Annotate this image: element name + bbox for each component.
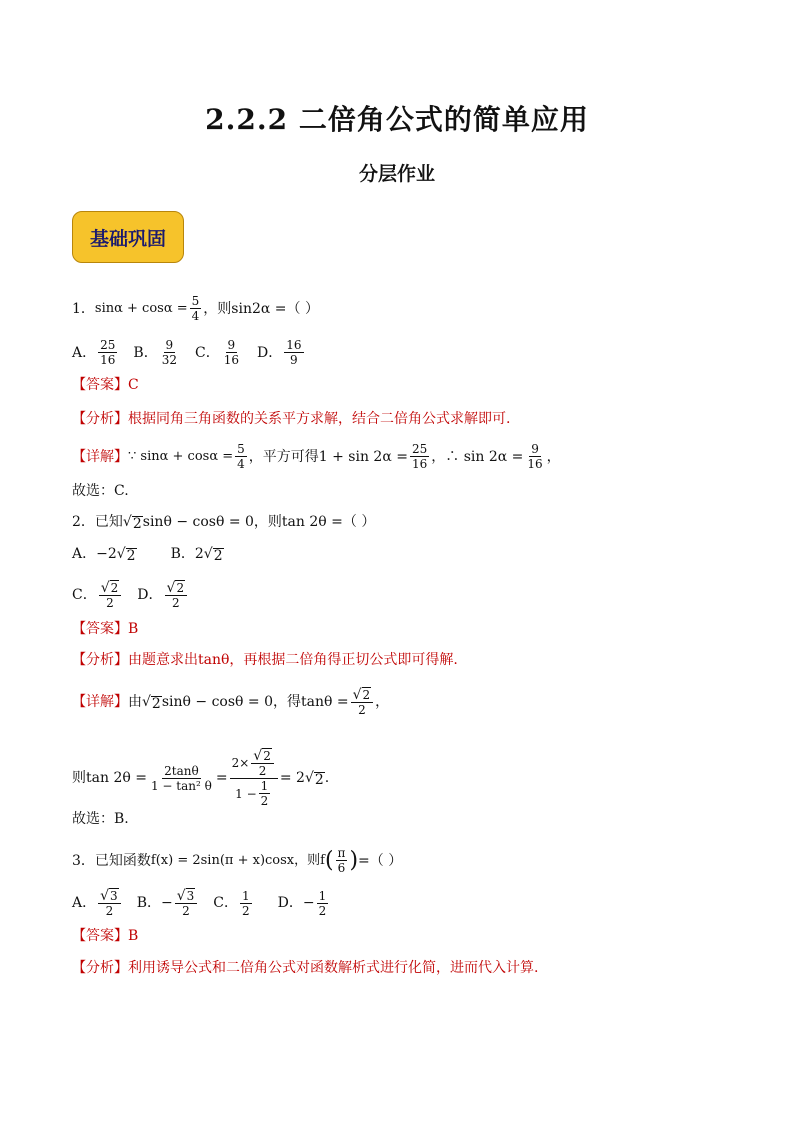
q1-option-a: A． $\frac{25}{16}$: [72, 338, 116, 367]
q2-option-a: A．−2 √ 2: [72, 546, 136, 564]
q3-options: [72, 888, 344, 918]
q2-analysis: 【分析】 由题意求出tanθ，再根据二倍角得正切公式即可得解.: [72, 652, 458, 668]
q1-analysis: 【分析】 根据同角三角函数的关系平方求解，结合二倍角公式求解即可.: [72, 411, 511, 427]
q2-options-ab: [72, 545, 238, 563]
q1-options: [72, 338, 320, 367]
q3-option-d: D．− $\frac{1}{2}$: [277, 888, 327, 918]
q2-option-c: C． √ 2 2: [72, 580, 123, 610]
q2-options-cd: [72, 580, 203, 610]
q2-option-d: D． √ 2 2: [137, 580, 189, 610]
q2-answer: 【答案】 B: [72, 621, 139, 637]
q2-calculation: 则tan 2θ = $\frac{2\tan\theta}{\text{1 − tan² θ}}$ = 2× √ 2 2 1 − $\frac{1}{2}$ = 2 √ 2 .: [72, 748, 330, 808]
q3-analysis: 【分析】 利用诱导公式和二倍角公式对函数解析式进行化简，进而代入计算.: [72, 960, 539, 976]
q1-stem: 1． sinα + cosα = $\frac{5}{4}$ ，则sin2α =（ ）: [72, 294, 319, 323]
q2-conclusion: 故选：B.: [72, 811, 129, 827]
q1-option-b: B． $\frac{9}{32}$: [133, 338, 177, 367]
q3-answer: 【答案】 B: [72, 928, 139, 944]
q3-option-b: B．− √ 3 2: [137, 888, 200, 918]
q3-option-a: A． √ 3 2: [72, 888, 123, 918]
q2-stem: 2．已知 √ 2 sinθ − cosθ = 0，则tan 2θ =（ ）: [72, 514, 376, 532]
section-badge: 基础巩固: [72, 211, 184, 263]
page-title: 2.2.2 二倍角公式的简单应用: [205, 103, 589, 136]
q3-stem: 3．已知函数 f(x) = 2sin(π + x)cosx，则 f ( $\frac{\pi}{6}$ ) =（ ）: [72, 846, 403, 875]
q2-option-b: B．2 √ 2: [170, 546, 223, 564]
q2-complex-fraction: 2× √ 2 2 1 − $\frac{1}{2}$: [230, 748, 278, 808]
q1-option-c: C． $\frac{9}{16}$: [194, 338, 239, 367]
page-subtitle: 分层作业: [358, 163, 435, 185]
q1-answer: 【答案】 C: [72, 377, 139, 393]
q1-conclusion: 故选：C.: [72, 483, 129, 499]
q1-option-d: D． $\frac{16}{9}$: [256, 338, 302, 367]
q1-detail: 【详解】 ∵ sinα + cosα = $\frac{5}{4}$ ，平方可得1 + sin 2α = $\frac{25}{16}$ ，∴ sin 2α = $\frac{9}{16}$ ，: [72, 442, 561, 471]
q3-option-c: C． $\frac{1}{2}$: [213, 888, 250, 918]
q2-detail: 【详解】 由 √ 2 sinθ − cosθ = 0，得tanθ = √ 2 2 ，: [72, 687, 390, 717]
